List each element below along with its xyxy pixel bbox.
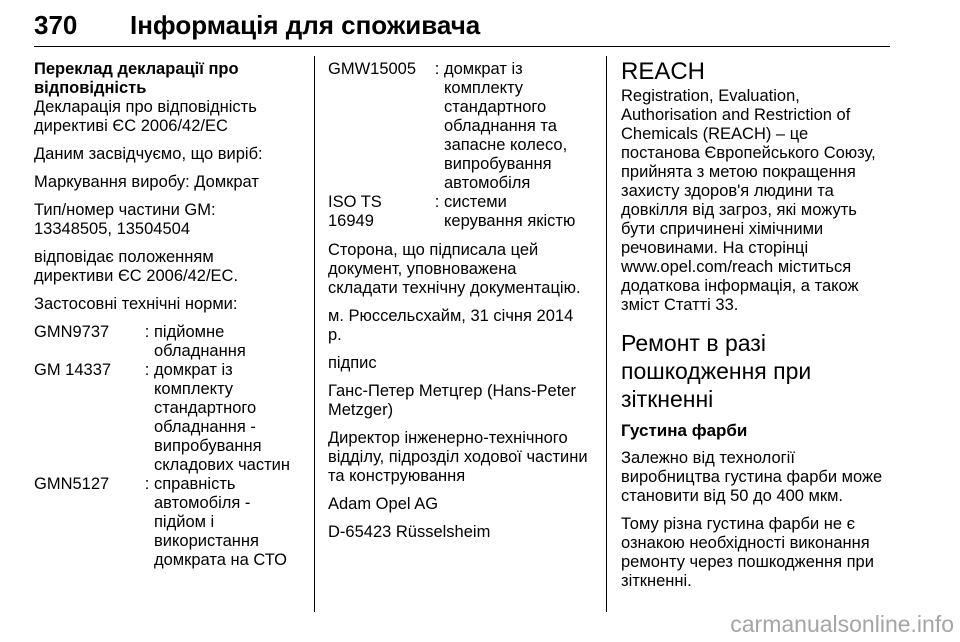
paragraph: Тип/номер частини GM: 13348505, 13504504 [34,201,216,238]
norm-separator: : [434,60,440,78]
norm-description: справність автомобіля - підйом і використання домкрата на СТО [154,475,287,569]
norm-separator: : [144,323,150,341]
norm-description: домкрат із комплекту стандартного обладнання - випробування складових частин [154,361,290,474]
page-number: 370 [34,10,78,40]
page-title: Інформація для споживача [130,10,481,40]
norm-row [34,361,296,475]
norm-row [34,323,296,361]
column-2 [328,60,590,551]
norm-separator: : [144,361,150,379]
norm-separator: : [434,193,440,211]
norm-code: GMN9737 [34,323,110,341]
column-1 [34,60,296,580]
norm-code: GMN5127 [34,475,110,493]
norm-code: ISO TS 16949 [328,193,382,230]
signatory-position: Директор інженерно-технічного відділу, підрозділ ходової частини та конструювання [328,429,588,485]
paragraph: Сторона, що підписала цей документ, уповноважена складати технічну документацію. [328,241,581,297]
paragraph: Декларація про відповідність директиві ЄС 2006/42/ЕС [34,98,257,135]
norm-row [328,193,590,231]
company-name: Adam Opel AG [328,495,439,513]
norm-description: системи керування якістю [444,193,576,230]
company-address: D-65423 Rüsselsheim [328,523,491,541]
signing-place-date: м. Рюссельсхайм, 31 січня 2014 р. [328,307,574,344]
paragraph: відповідає положенням директиви ЄС 2006/42/ЕС. [34,248,239,285]
norms-list-continued [328,60,590,231]
norm-description: підйомне обладнання [154,323,246,360]
signature-label: підпис [328,354,377,372]
reach-paragraph: Registration, Evaluation, Authorisation and Restriction of Chemicals (REACH) – це постанова Європейського Союзу, прийнята з метою покращення захисту здоров'я людини та довкілля від загроз, які можуть бути спричинені хімічними речовинами. На сторінці www.opel.com/reach міститься додаткова інформація, а також зміст Статті 33. [621,87,876,314]
norm-description: домкрат із комплекту стандартного обладнання та запасне колесо, випробування автомобіля [444,60,568,192]
column-3 [621,60,891,600]
paragraph: Залежно від технології виробництва густина фарби може становити від 50 до 400 мкм. [621,449,883,505]
norm-separator: : [144,475,150,493]
declaration-heading: Переклад декларації про відповідність [34,60,239,97]
paragraph: Даним засвідчуємо, що виріб: [34,145,263,163]
paint-thickness-subheading: Густина фарби [621,421,748,440]
paragraph: Застосовні технічні норми: [34,295,238,313]
collision-repair-heading: Ремонт в разі пошкодження при зіткненні [621,330,812,412]
norms-list [34,323,296,570]
paragraph: Маркування виробу: Домкрат [34,173,259,191]
header-rule [34,46,890,47]
paragraph: Тому різна густина фарби не є ознакою необхідності виконання ремонту через пошкодження при зіткненні. [621,515,874,590]
norm-code: GM 14337 [34,361,112,379]
column-divider-1 [314,56,315,612]
norm-row [328,60,590,193]
norm-code: GMW15005 [328,60,417,78]
reach-heading: REACH [621,58,706,85]
column-divider-2 [606,56,607,612]
watermark: carmanualsonline.info [730,611,954,637]
signatory-name: Ганс-Петер Метцгер (Hans-Peter Metzger) [328,382,576,419]
norm-row [34,475,296,570]
